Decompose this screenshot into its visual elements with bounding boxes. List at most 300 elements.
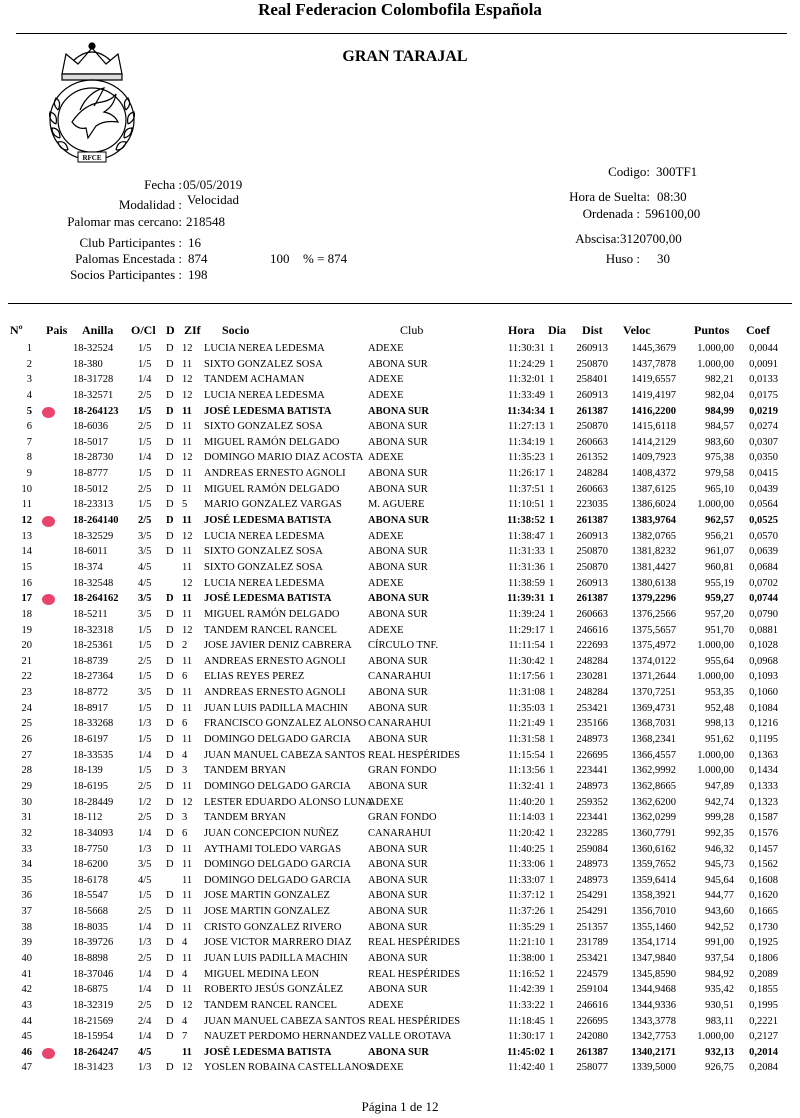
cell-coef: 0,2127 [749, 1031, 778, 1043]
cell-coef: 0,1093 [749, 671, 778, 683]
cell-ocl: 1/5 [138, 358, 152, 370]
cell-puntos: 947,89 [705, 780, 734, 792]
cell-dia: 1 [549, 999, 555, 1011]
cell-zif: 4 [182, 749, 188, 761]
cell-club: GRAN FONDO [368, 765, 437, 777]
cell-club: ABONA SUR [368, 702, 428, 714]
cell-socio: DOMINGO DELGADO GARCIA [204, 874, 351, 886]
cell-puntos: 984,57 [705, 421, 734, 433]
page-indicator: Página 1 de 12 [361, 1099, 439, 1114]
cell-coef: 0,0175 [749, 389, 778, 401]
cell-anilla: 18-32529 [73, 530, 114, 542]
palomar-label: Palomar mas cercano: [67, 214, 182, 229]
cell-socio: JOSE MARTIN GONZALEZ [204, 890, 330, 902]
cell-designated: D [166, 436, 174, 448]
cell-coef: 0,1084 [749, 702, 778, 714]
cell-row-number: 8 [26, 452, 32, 464]
table-row [0, 763, 800, 779]
cell-dist: 248284 [576, 655, 608, 667]
cell-socio: MIGUEL RAMÓN DELGADO [204, 436, 340, 448]
cell-veloc: 1366,4557 [631, 749, 676, 761]
cell-anilla: 18-5211 [73, 608, 108, 620]
cell-dia: 1 [549, 624, 555, 636]
cell-dia: 1 [549, 515, 555, 527]
cell-puntos: 951,62 [705, 734, 734, 746]
cell-ocl: 2/5 [138, 421, 152, 433]
cell-dia: 1 [549, 906, 555, 918]
table-row [0, 685, 800, 701]
cell-puntos: 984,99 [705, 405, 734, 417]
cell-row-number: 15 [21, 561, 32, 573]
col-dia: Dia [548, 323, 566, 337]
cell-dia: 1 [549, 561, 555, 573]
cell-socio: JOSE JAVIER DENIZ CABRERA [204, 640, 352, 652]
cell-coef: 0,0133 [749, 374, 778, 386]
cell-socio: AYTHAMI TOLEDO VARGAS [204, 843, 342, 855]
cell-dia: 1 [549, 546, 555, 558]
cell-ocl: 3/5 [138, 593, 152, 605]
cell-anilla: 18-112 [73, 812, 103, 824]
cell-veloc: 1342,7753 [631, 1031, 676, 1043]
col-puntos: Puntos [694, 323, 730, 337]
cell-club: ADEXE [368, 577, 404, 589]
cell-row-number: 33 [21, 843, 32, 855]
cell-row-number: 12 [21, 515, 32, 527]
cell-dist: 226695 [576, 749, 608, 761]
cell-veloc: 1359,6414 [631, 874, 676, 886]
cell-dist: 259352 [576, 796, 608, 808]
cell-zif: 3 [182, 812, 188, 824]
cell-anilla: 18-6011 [73, 546, 108, 558]
cell-hora: 11:14:03 [508, 812, 545, 824]
cell-puntos: 1.000,00 [697, 640, 734, 652]
cell-puntos: 955,19 [705, 577, 734, 589]
cell-puntos: 957,20 [705, 608, 734, 620]
cell-dia: 1 [549, 452, 555, 464]
cell-veloc: 1344,9336 [631, 999, 676, 1011]
cell-dia: 1 [549, 608, 555, 620]
cell-zif: 11 [182, 906, 193, 918]
cell-row-number: 46 [21, 1046, 32, 1058]
cell-dia: 1 [549, 734, 555, 746]
cell-veloc: 1419,4197 [631, 389, 676, 401]
cell-club: ABONA SUR [368, 859, 428, 871]
cell-designated: D [166, 608, 174, 620]
cell-veloc: 1409,7923 [631, 452, 676, 464]
table-row [0, 638, 800, 654]
cell-socio: TANDEM RANCEL RANCEL [204, 624, 337, 636]
cell-anilla: 18-39726 [73, 937, 114, 949]
cell-zif: 3 [182, 765, 188, 777]
cell-anilla: 18-27364 [73, 671, 114, 683]
cell-row-number: 5 [26, 405, 32, 417]
club-participantes-label: Club Participantes : [79, 235, 182, 250]
cell-row-number: 10 [21, 483, 32, 495]
cell-anilla: 18-32548 [73, 577, 114, 589]
cell-zif: 6 [182, 718, 188, 730]
cell-coef: 0,0350 [749, 452, 778, 464]
cell-puntos: 975,38 [705, 452, 734, 464]
table-row [0, 888, 800, 904]
cell-dist: 253421 [576, 702, 608, 714]
cell-dia: 1 [549, 374, 555, 386]
cell-veloc: 1414,2129 [631, 436, 676, 448]
cell-anilla: 18-264162 [73, 593, 119, 605]
cell-row-number: 18 [21, 608, 32, 620]
cell-anilla: 18-32524 [73, 343, 114, 354]
table-row [0, 607, 800, 623]
cell-dia: 1 [549, 890, 555, 902]
cell-coef: 0,1855 [749, 984, 778, 996]
cell-designated: D [166, 937, 174, 949]
cell-hora: 11:31:58 [508, 734, 545, 746]
cell-row-number: 19 [21, 624, 32, 636]
cell-club: REAL HESPÉRIDES [368, 937, 461, 949]
cell-designated: D [166, 546, 174, 558]
cell-designated: D [166, 343, 174, 354]
cell-socio: JOSÉ LEDESMA BATISTA [204, 405, 332, 417]
cell-socio: LUCIA NEREA LEDESMA [204, 343, 325, 354]
cell-socio: JUAN LUIS PADILLA MACHIN [204, 952, 348, 964]
cell-socio: DOMINGO MARIO DIAZ ACOSTA [204, 452, 364, 464]
cell-ocl: 3/5 [138, 859, 152, 871]
cell-anilla: 18-25361 [73, 640, 114, 652]
cell-anilla: 18-6200 [73, 859, 108, 871]
cell-row-number: 29 [21, 780, 32, 792]
cell-socio: YOSLEN ROBAINA CASTELLANOS [204, 1062, 373, 1074]
table-row [0, 357, 800, 373]
cell-row-number: 21 [21, 655, 32, 667]
cell-designated: D [166, 499, 174, 511]
cell-dist: 235166 [576, 718, 608, 730]
cell-dist: 248284 [576, 468, 608, 480]
cell-ocl: 1/4 [138, 827, 152, 839]
cell-dist: 222693 [576, 640, 608, 652]
cell-anilla: 18-264123 [73, 405, 119, 417]
cell-dia: 1 [549, 358, 555, 370]
cell-socio: LUCIA NEREA LEDESMA [204, 389, 325, 401]
ordenada-value: 596100,00 [645, 206, 701, 221]
cell-coef: 0,0044 [749, 343, 778, 354]
cell-hora: 11:42:40 [508, 1062, 545, 1074]
cell-socio: JOSÉ LEDESMA BATISTA [204, 515, 332, 527]
cell-designated: D [166, 624, 174, 636]
cell-row-number: 22 [21, 671, 32, 683]
cell-dist: 248973 [576, 859, 608, 871]
cell-zif: 12 [182, 389, 193, 401]
cell-club: ADEXE [368, 999, 404, 1011]
cell-socio: ELIAS REYES PEREZ [204, 671, 305, 683]
cell-club: ADEXE [368, 389, 404, 401]
table-row [0, 404, 800, 420]
cell-coef: 0,1587 [749, 812, 778, 824]
cell-zif: 11 [182, 515, 192, 527]
cell-ocl: 4/5 [138, 874, 152, 886]
cell-coef: 0,0307 [749, 436, 778, 448]
cell-socio: JUAN MANUEL CABEZA SANTOS [204, 749, 366, 761]
table-row [0, 748, 800, 764]
cell-club: ADEXE [368, 1062, 404, 1074]
cell-zif: 12 [182, 624, 193, 636]
cell-coef: 0,1806 [749, 952, 778, 964]
cell-row-number: 31 [21, 812, 32, 824]
cell-dia: 1 [549, 796, 555, 808]
cell-dist: 248284 [576, 687, 608, 699]
cell-puntos: 982,21 [705, 374, 734, 386]
cell-club: ABONA SUR [368, 921, 428, 933]
cell-ocl: 1/5 [138, 468, 152, 480]
cell-dist: 260663 [576, 608, 608, 620]
table-row [0, 701, 800, 717]
cell-anilla: 18-31423 [73, 1062, 114, 1074]
cell-coef: 0,1995 [749, 999, 778, 1011]
cell-club: REAL HESPÉRIDES [368, 1015, 461, 1027]
cell-hora: 11:16:52 [508, 968, 545, 980]
cell-zif: 6 [182, 671, 188, 683]
cell-puntos: 937,54 [705, 952, 734, 964]
cell-club: ABONA SUR [368, 890, 428, 902]
cell-designated: D [166, 952, 174, 964]
cell-veloc: 1379,2296 [631, 593, 676, 605]
cell-club: ABONA SUR [368, 984, 428, 996]
cell-dist: 246616 [576, 624, 608, 636]
cell-puntos: 932,13 [705, 1046, 734, 1058]
table-row [0, 341, 800, 357]
col-anilla: Anilla [82, 323, 114, 337]
cell-puntos: 983,11 [705, 1015, 734, 1027]
table-row [0, 716, 800, 732]
cell-anilla: 18-6036 [73, 421, 108, 433]
cell-anilla: 18-264247 [73, 1046, 119, 1058]
cell-designated: D [166, 702, 174, 714]
cell-club: VALLE OROTAVA [368, 1031, 452, 1043]
cell-veloc: 1380,6138 [631, 577, 676, 589]
cell-anilla: 18-8772 [73, 687, 108, 699]
federation-title: Real Federacion Colombofila Española [258, 0, 542, 19]
cell-dist: 260913 [576, 530, 608, 542]
cell-hora: 11:30:42 [508, 655, 545, 667]
cell-coef: 0,0415 [749, 468, 778, 480]
cell-hora: 11:34:34 [507, 405, 545, 417]
col-club: Club [400, 323, 424, 337]
cell-coef: 0,0968 [749, 655, 778, 667]
cell-row-number: 35 [21, 874, 32, 886]
cell-designated: D [166, 374, 174, 386]
cell-ocl: 1/5 [138, 640, 152, 652]
cell-dist: 223035 [576, 499, 608, 511]
cell-hora: 11:32:01 [508, 374, 545, 386]
cell-hora: 11:35:03 [508, 702, 545, 714]
cell-anilla: 18-6197 [73, 734, 108, 746]
cell-coef: 0,2089 [749, 968, 778, 980]
cell-zif: 11 [182, 483, 193, 495]
cell-coef: 0,1195 [749, 734, 778, 746]
cell-club: CÍRCULO TNF. [368, 640, 439, 652]
cell-veloc: 1371,2644 [631, 671, 676, 683]
cell-veloc: 1387,6125 [631, 483, 676, 495]
cell-dist: 250870 [576, 561, 608, 573]
cell-coef: 0,0744 [749, 593, 778, 605]
cell-veloc: 1362,0299 [631, 812, 676, 824]
cell-zif: 12 [182, 374, 193, 386]
cell-zif: 11 [182, 405, 192, 417]
cell-coef: 0,0639 [749, 546, 778, 558]
cell-ocl: 3/5 [138, 546, 152, 558]
table-row [0, 998, 800, 1014]
huso-label: Huso : [605, 251, 640, 266]
cell-dia: 1 [549, 859, 555, 871]
cell-designated: D [166, 921, 174, 933]
cell-veloc: 1383,9764 [631, 515, 676, 527]
cell-coef: 0,0684 [749, 561, 778, 573]
cell-anilla: 18-32318 [73, 624, 114, 636]
cell-socio: ANDREAS ERNESTO AGNOLI [204, 687, 346, 699]
cell-dist: 224579 [576, 968, 608, 980]
cell-zif: 11 [182, 952, 193, 964]
cell-row-number: 1 [26, 343, 32, 354]
cell-ocl: 2/5 [138, 999, 152, 1011]
cell-puntos: 1.000,00 [697, 671, 734, 683]
cell-ocl: 1/5 [138, 405, 152, 417]
cell-dia: 1 [549, 421, 555, 433]
cell-ocl: 1/5 [138, 499, 152, 511]
cell-zif: 12 [182, 452, 193, 464]
cell-hora: 11:24:29 [508, 358, 545, 370]
table-row [0, 857, 800, 873]
cell-veloc: 1368,2341 [631, 734, 676, 746]
cell-socio: SIXTO GONZALEZ SOSA [204, 421, 323, 433]
cell-puntos: 944,77 [705, 890, 734, 902]
cell-socio: SIXTO GONZALEZ SOSA [204, 358, 323, 370]
cell-dist: 261387 [576, 515, 608, 527]
cell-row-number: 2 [26, 358, 32, 370]
cell-hora: 11:35:29 [508, 921, 545, 933]
cell-veloc: 1354,1714 [631, 937, 676, 949]
cell-socio: JUAN CONCEPCION NUÑEZ [204, 827, 339, 839]
cell-hora: 11:26:17 [508, 468, 545, 480]
cell-veloc: 1360,6162 [631, 843, 676, 855]
table-row [0, 669, 800, 685]
cell-coef: 0,0564 [749, 499, 778, 511]
cell-ocl: 1/4 [138, 984, 152, 996]
club-participantes-value: 16 [188, 235, 201, 250]
cell-club: ABONA SUR [368, 734, 428, 746]
cell-club: ADEXE [368, 796, 404, 808]
cell-coef: 0,1608 [749, 874, 778, 886]
cell-hora: 11:40:25 [508, 843, 545, 855]
cell-designated: D [166, 1031, 174, 1043]
cell-ocl: 2/4 [138, 1015, 152, 1027]
cell-dist: 226695 [576, 1015, 608, 1027]
cell-row-number: 44 [21, 1015, 32, 1027]
cell-dist: 250870 [576, 358, 608, 370]
cell-zif: 11 [182, 1046, 192, 1058]
table-row [0, 1045, 800, 1061]
cell-puntos: 962,57 [705, 515, 734, 527]
cell-zif: 11 [182, 546, 193, 558]
cell-dist: 223441 [576, 765, 608, 777]
cell-club: GRAN FONDO [368, 812, 437, 824]
table-row [0, 513, 800, 529]
cell-socio: LUCIA NEREA LEDESMA [204, 577, 325, 589]
crest-letters: RFCE [82, 154, 102, 162]
cell-ocl: 1/4 [138, 1031, 152, 1043]
cell-coef: 0,0219 [749, 405, 778, 417]
table-row [0, 591, 800, 607]
cell-ocl: 1/2 [138, 796, 152, 808]
cell-zif: 11 [182, 608, 193, 620]
cell-club: ADEXE [368, 530, 404, 542]
table-row [0, 560, 800, 576]
cell-dia: 1 [549, 749, 555, 761]
cell-hora: 11:37:26 [508, 906, 545, 918]
cell-ocl: 2/5 [138, 780, 152, 792]
cell-zif: 12 [182, 343, 193, 354]
table-row [0, 795, 800, 811]
cell-dia: 1 [549, 874, 555, 886]
cell-dia: 1 [549, 343, 555, 354]
cell-hora: 11:38:52 [507, 515, 545, 527]
cell-coef: 0,1333 [749, 780, 778, 792]
cell-club: ABONA SUR [368, 358, 428, 370]
cell-designated: D [166, 515, 174, 527]
col-pais: Pais [46, 323, 68, 337]
cell-puntos: 984,92 [705, 968, 734, 980]
cell-veloc: 1347,9840 [631, 952, 676, 964]
cell-dia: 1 [549, 593, 555, 605]
col-hora: Hora [508, 323, 535, 337]
results-table [0, 341, 800, 1076]
cell-puntos: 953,35 [705, 687, 734, 699]
cell-socio: CRISTO GONZALEZ RIVERO [204, 921, 342, 933]
cell-row-number: 37 [21, 906, 32, 918]
cell-anilla: 18-374 [73, 561, 103, 573]
cell-designated: D [166, 405, 174, 417]
table-row [0, 904, 800, 920]
cell-dia: 1 [549, 640, 555, 652]
cell-puntos: 926,75 [705, 1062, 734, 1074]
cell-dia: 1 [549, 389, 555, 401]
cell-anilla: 18-34093 [73, 827, 114, 839]
cell-coef: 0,2084 [749, 1062, 778, 1074]
cell-designated: D [166, 999, 174, 1011]
cell-dia: 1 [549, 577, 555, 589]
cell-row-number: 16 [21, 577, 32, 589]
palomar-value: 218548 [186, 214, 225, 229]
cell-club: ABONA SUR [368, 593, 429, 605]
cell-hora: 11:30:31 [508, 343, 545, 354]
cell-socio: MARIO GONZALEZ VARGAS [204, 499, 342, 511]
cell-socio: JUAN MANUEL CABEZA SANTOS [204, 1015, 366, 1027]
cell-hora: 11:38:00 [508, 952, 545, 964]
suelta-label: Hora de Suelta: [569, 189, 650, 204]
cell-hora: 11:31:08 [508, 687, 545, 699]
cell-anilla: 18-5012 [73, 483, 108, 495]
cell-dist: 254291 [576, 906, 608, 918]
cell-puntos: 943,60 [705, 906, 734, 918]
cell-hora: 11:45:02 [507, 1046, 545, 1058]
cell-socio: MIGUEL RAMÓN DELGADO [204, 483, 340, 495]
cell-dia: 1 [549, 952, 555, 964]
cell-hora: 11:35:23 [508, 452, 545, 464]
cell-row-number: 11 [21, 499, 32, 511]
cell-veloc: 1345,8590 [631, 968, 676, 980]
cell-hora: 11:30:17 [508, 1031, 545, 1043]
cell-hora: 11:33:07 [508, 874, 545, 886]
cell-zif: 11 [182, 874, 193, 886]
cell-club: ABONA SUR [368, 780, 428, 792]
percent-text: % = 874 [303, 251, 348, 266]
